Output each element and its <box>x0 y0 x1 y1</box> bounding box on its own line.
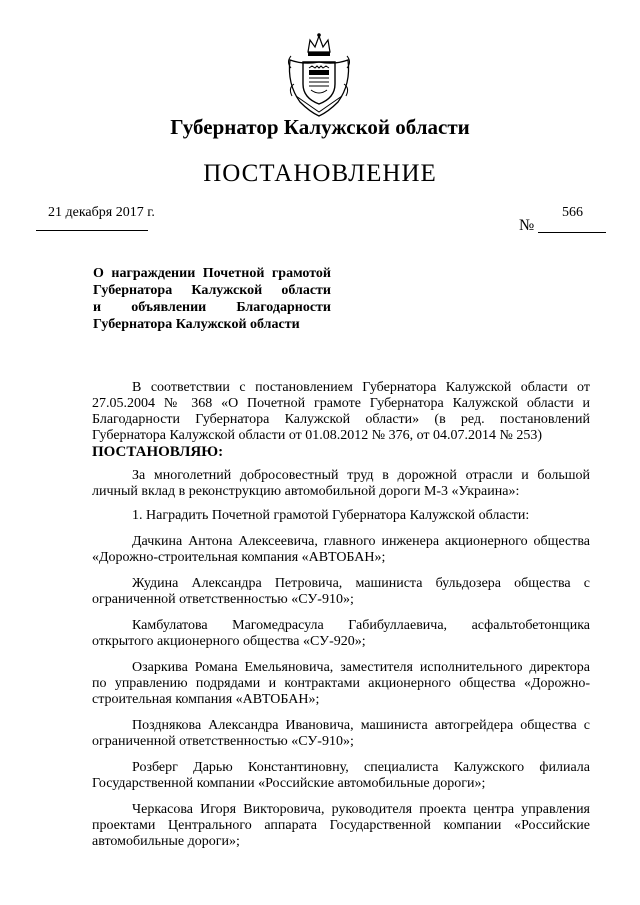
document-type-title: ПОСТАНОВЛЕНИЕ <box>203 160 437 187</box>
subject-line: О награждении Почетной грамотой <box>93 266 331 281</box>
number-sign: № <box>519 217 535 234</box>
date-underline <box>36 230 148 231</box>
document-number: 566 <box>562 205 583 220</box>
subject-line: и объявлении Благодарности <box>93 300 331 315</box>
decree-word: ПОСТАНОВЛЯЮ: <box>92 444 224 460</box>
awardee-paragraph: Дачкина Антона Алексеевича, главного инженера акционерного общества «Дорожно-строительная компания «АВТОБАН»; <box>92 534 590 565</box>
awardee-paragraph: Черкасова Игоря Викторовича, руководителя проекта центра управления проектами Центрального аппарата Государственной компании «Российские автомобильные дороги»; <box>92 802 590 849</box>
subject-line: Губернатора Калужской области <box>93 317 300 332</box>
document-body <box>92 380 590 850</box>
awardee-paragraph: Розберг Дарью Константиновну, специалиста Калужского филиала Государственной компании «Российские автомобильные дороги»; <box>92 760 590 791</box>
awardee-paragraph: Позднякова Александра Ивановича, машиниста автогрейдера общества с ограниченной ответственностью «СУ-910»; <box>92 718 590 749</box>
awardee-paragraph: Озаркива Романа Емельяновича, заместителя исполнительного директора по управлению подрядами и контрактами акционерного общества «Дорожно-строительная компания «АВТОБАН»; <box>92 660 590 707</box>
governor-title: Губернатор Калужской области <box>170 115 470 139</box>
document-subject <box>93 265 331 333</box>
reason-paragraph: За многолетний добросовестный труд в дорожной отрасли и большой личный вклад в реконструкцию автомобильной дороги М-3 «Украина»: <box>92 468 590 499</box>
preamble-paragraph: В соответствии с постановлением Губернатора Калужской области от 27.05.2004 № 368 «О Почетной грамоте Губернатора Калужской области и Благодарности Губернатора Калужской области» (в ред. постановлений Губернатора Калужской области от 01.08.2012 № 376, от 04.07.2014 № 253) <box>92 380 590 443</box>
subject-line: Губернатора Калужской области <box>93 283 331 298</box>
awardee-paragraph: Камбулатова Магомедрасула Габибуллаевича, асфальтобетонщика открытого акционерного общества «СУ-920»; <box>92 618 590 649</box>
number-underline <box>538 232 606 233</box>
kaluga-coat-of-arms-icon <box>286 32 352 118</box>
item-heading: 1. Наградить Почетной грамотой Губернатора Калужской области: <box>132 508 530 523</box>
document-date: 21 декабря 2017 г. <box>48 205 155 220</box>
awardee-paragraph: Жудина Александра Петровича, машиниста бульдозера общества с ограниченной ответственностью «СУ-910»; <box>92 576 590 607</box>
